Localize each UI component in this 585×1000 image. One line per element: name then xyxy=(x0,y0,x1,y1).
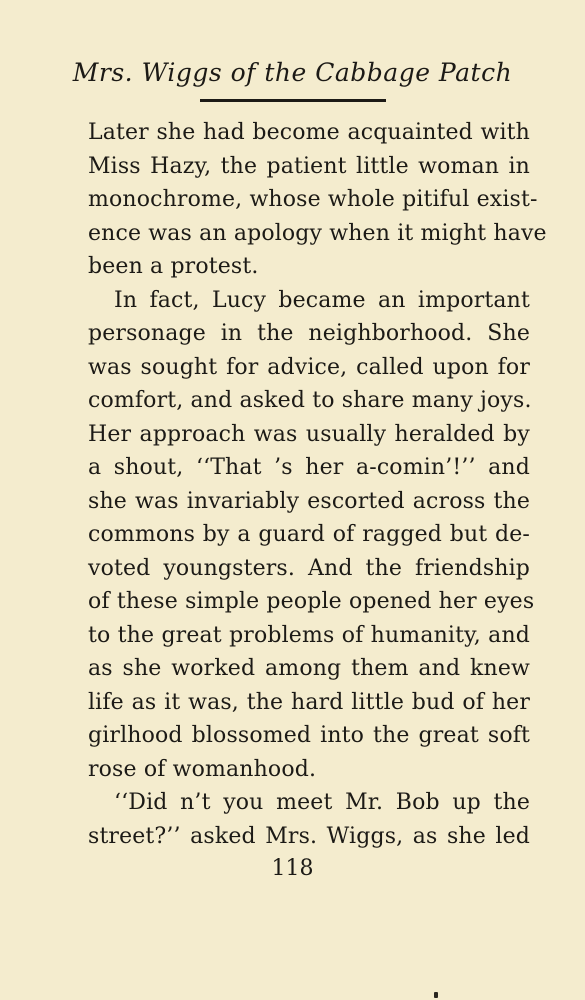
text-line: voted youngsters. And the friendship xyxy=(88,555,530,581)
text-line: girlhood blossomed into the great soft xyxy=(88,723,530,748)
text-line: ence was an apology when it might have xyxy=(88,220,547,246)
text-line: Miss Hazy, the patient little woman in xyxy=(88,153,530,179)
text-line: comfort, and asked to share many joys. xyxy=(88,388,532,413)
header-rule xyxy=(200,99,386,102)
text-line: was sought for advice, called upon for xyxy=(88,354,530,380)
text-line: as she worked among them and knew xyxy=(88,656,530,681)
body-text xyxy=(88,116,547,853)
text-line: a shout, ‘‘That ’s her a-comin’!’’ and xyxy=(88,455,530,480)
text-line: personage in the neighborhood. She xyxy=(88,321,530,346)
text-line: life as it was, the hard little bud of her xyxy=(88,689,530,715)
text-line: of these simple people opened her eyes xyxy=(88,589,535,614)
ink-speck xyxy=(434,992,438,998)
text-line: ‘‘Did n’t you meet Mr. Bob up the xyxy=(114,790,530,815)
text-line: to the great problems of humanity, and xyxy=(88,622,530,648)
text-line: been a protest. xyxy=(88,254,259,279)
page-number: 118 xyxy=(271,856,314,881)
text-line: she was invariably escorted across the xyxy=(88,488,530,514)
text-line: monochrome, whose whole pitiful exist- xyxy=(88,187,538,212)
text-line: In fact, Lucy became an important xyxy=(114,287,530,313)
text-line: Her approach was usually heralded by xyxy=(88,421,530,447)
text-line: rose of womanhood. xyxy=(88,756,317,782)
text-line: commons by a guard of ragged but de- xyxy=(88,522,530,547)
text-line: street?’’ asked Mrs. Wiggs, as she led xyxy=(88,823,530,849)
running-head: Mrs. Wiggs of the Cabbage Patch xyxy=(72,58,513,87)
text-line: Later she had become acquainted with xyxy=(88,120,530,145)
